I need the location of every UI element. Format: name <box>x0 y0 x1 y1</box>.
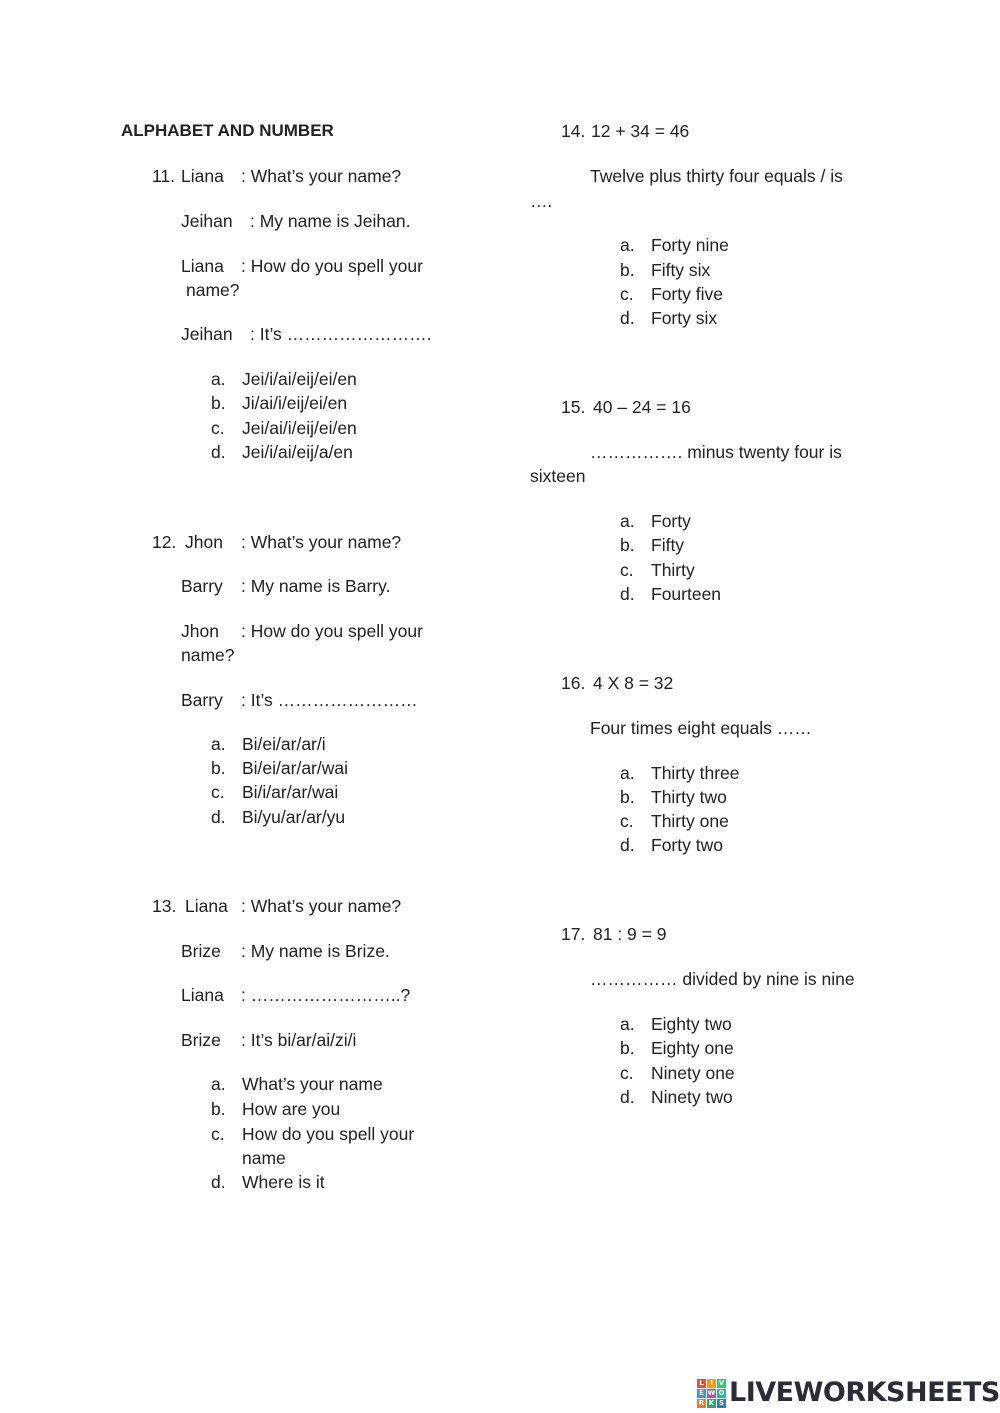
dialogue-text-cont: name? <box>186 280 240 300</box>
option-text[interactable]: Forty six <box>651 308 718 328</box>
option-letter: d. <box>211 807 226 827</box>
speaker: Jhon <box>181 621 219 641</box>
logo-grid-square: L <box>697 1379 706 1388</box>
speaker: Brize <box>181 941 221 961</box>
option-letter: a. <box>620 235 635 255</box>
option-text[interactable]: Thirty one <box>651 811 729 831</box>
dialogue-text: : How do you spell your <box>241 256 423 276</box>
option-letter: d. <box>620 1087 635 1107</box>
option-letter: c. <box>620 284 634 304</box>
speaker: Liana <box>185 896 228 916</box>
option-letter: b. <box>211 1099 226 1119</box>
option-text[interactable]: Jei/ai/i/eij/ei/en <box>242 418 357 438</box>
dialogue-text: : How do you spell your <box>241 621 423 641</box>
speaker: Barry <box>181 576 223 596</box>
option-text[interactable]: Ji/ai/i/eij/ei/en <box>242 393 348 413</box>
dialogue-text: : My name is Jeihan. <box>250 211 411 231</box>
dialogue-text: : It’s ……………………. <box>250 324 432 344</box>
speaker: Liana <box>181 256 224 276</box>
option-letter: c. <box>211 418 225 438</box>
speaker: Jhon <box>185 532 223 552</box>
option-text[interactable]: Forty five <box>651 284 723 304</box>
option-text[interactable]: Forty two <box>651 835 723 855</box>
logo-grid-square: W <box>707 1388 716 1397</box>
logo-grid-square: R <box>698 1398 705 1407</box>
option-text[interactable]: Fourteen <box>651 584 722 604</box>
option-text[interactable]: Ninety two <box>651 1087 733 1107</box>
question-number: 16. <box>561 673 586 693</box>
logo-grid-square: I <box>707 1379 716 1388</box>
logo-grid-square: O <box>718 1388 725 1397</box>
option-letter: a. <box>211 1074 226 1094</box>
option-text[interactable]: Bi/ei/ar/ar/wai <box>242 758 349 778</box>
option-text[interactable]: Fifty <box>651 535 685 555</box>
option-text[interactable]: Jei/i/ai/eij/a/en <box>242 442 353 462</box>
logo-grid-square: E <box>697 1389 706 1398</box>
logo-grid-square: S <box>718 1398 725 1407</box>
question-number: 12. <box>152 532 177 552</box>
option-letter: c. <box>211 1124 225 1144</box>
option-letter: b. <box>620 535 635 555</box>
option-text[interactable]: Jei/i/ai/eij/ei/en <box>242 369 357 389</box>
speaker: Liana <box>181 985 224 1005</box>
option-letter: c. <box>620 1063 634 1083</box>
option-letter: d. <box>211 442 226 462</box>
dialogue-text: : It’s …………………… <box>241 690 418 710</box>
option-letter: c. <box>620 811 634 831</box>
option-text[interactable]: What’s your name <box>242 1074 383 1094</box>
option-text[interactable]: Thirty three <box>651 763 740 783</box>
option-text[interactable]: Forty nine <box>651 235 729 255</box>
question-number: 13. <box>152 896 177 916</box>
option-letter: b. <box>620 1038 635 1058</box>
option-letter: b. <box>620 787 635 807</box>
speaker: Barry <box>181 690 223 710</box>
speaker: Brize <box>181 1030 221 1050</box>
option-letter: d. <box>211 1172 226 1192</box>
option-text[interactable]: Where is it <box>242 1172 325 1192</box>
question-number: 11. <box>152 166 176 186</box>
option-text[interactable]: Fifty six <box>651 260 711 280</box>
dialogue-text: : My name is Barry. <box>241 576 391 596</box>
option-text[interactable]: Eighty two <box>651 1014 732 1034</box>
option-letter: b. <box>211 393 226 413</box>
speaker: Jeihan <box>181 211 233 231</box>
option-text-cont[interactable]: name <box>242 1148 286 1168</box>
option-text[interactable]: Bi/i/ar/ar/wai <box>242 782 339 802</box>
prompt-cont: …. <box>530 191 553 211</box>
option-letter: d. <box>620 584 635 604</box>
dialogue-text: : What’s your name? <box>241 896 402 916</box>
prompt: ……………. minus twenty four is <box>590 442 842 462</box>
option-text[interactable]: How are you <box>242 1099 341 1119</box>
equation: 12 + 34 = 46 <box>591 121 690 141</box>
option-letter: b. <box>620 260 635 280</box>
prompt: Four times eight equals …… <box>590 718 812 738</box>
option-text[interactable]: How do you spell your <box>242 1124 415 1144</box>
dialogue-text-cont: name? <box>181 645 235 665</box>
option-text[interactable]: Thirty two <box>651 787 727 807</box>
logo-text: LIVEWORKSHEETS <box>729 1377 1000 1408</box>
option-letter: a. <box>211 734 226 754</box>
logo-grid-icon <box>697 1379 726 1408</box>
question-number: 17. <box>561 924 586 944</box>
option-letter: c. <box>620 560 634 580</box>
page-title: ALPHABET AND NUMBER <box>121 121 334 140</box>
logo-grid-square: K <box>708 1398 715 1407</box>
dialogue-text: : What’s your name? <box>241 166 402 186</box>
dialogue-text: : My name is Brize. <box>241 941 390 961</box>
option-letter: a. <box>620 1014 635 1034</box>
option-text[interactable]: Bi/ei/ar/ar/i <box>242 734 326 754</box>
equation: 4 X 8 = 32 <box>593 673 674 693</box>
liveworksheets-logo <box>697 1377 1000 1409</box>
prompt-cont: sixteen <box>530 466 586 486</box>
speaker: Liana <box>181 166 224 186</box>
equation: 40 – 24 = 16 <box>593 397 691 417</box>
prompt: …………… divided by nine is nine <box>590 969 855 989</box>
option-letter: a. <box>620 511 635 531</box>
option-letter: a. <box>620 763 635 783</box>
logo-grid-square: V <box>718 1378 725 1387</box>
option-text[interactable]: Ninety one <box>651 1063 735 1083</box>
speaker: Jeihan <box>181 324 233 344</box>
option-text[interactable]: Thirty <box>651 560 695 580</box>
question-number: 14. <box>561 121 586 141</box>
option-letter: a. <box>211 369 226 389</box>
option-letter: d. <box>620 308 635 328</box>
dialogue-text: : What’s your name? <box>241 532 402 552</box>
option-text[interactable]: Eighty one <box>651 1038 734 1058</box>
equation: 81 : 9 = 9 <box>593 924 667 944</box>
dialogue-text: : ……………………..? <box>241 985 411 1005</box>
option-letter: d. <box>620 835 635 855</box>
option-letter: c. <box>211 782 225 802</box>
dialogue-text: : It’s bi/ar/ai/zi/i <box>241 1030 357 1050</box>
option-text[interactable]: Bi/yu/ar/ar/yu <box>242 807 346 827</box>
option-letter: b. <box>211 758 226 778</box>
prompt: Twelve plus thirty four equals / is <box>590 166 843 186</box>
option-text[interactable]: Forty <box>651 511 691 531</box>
question-number: 15. <box>561 397 586 417</box>
